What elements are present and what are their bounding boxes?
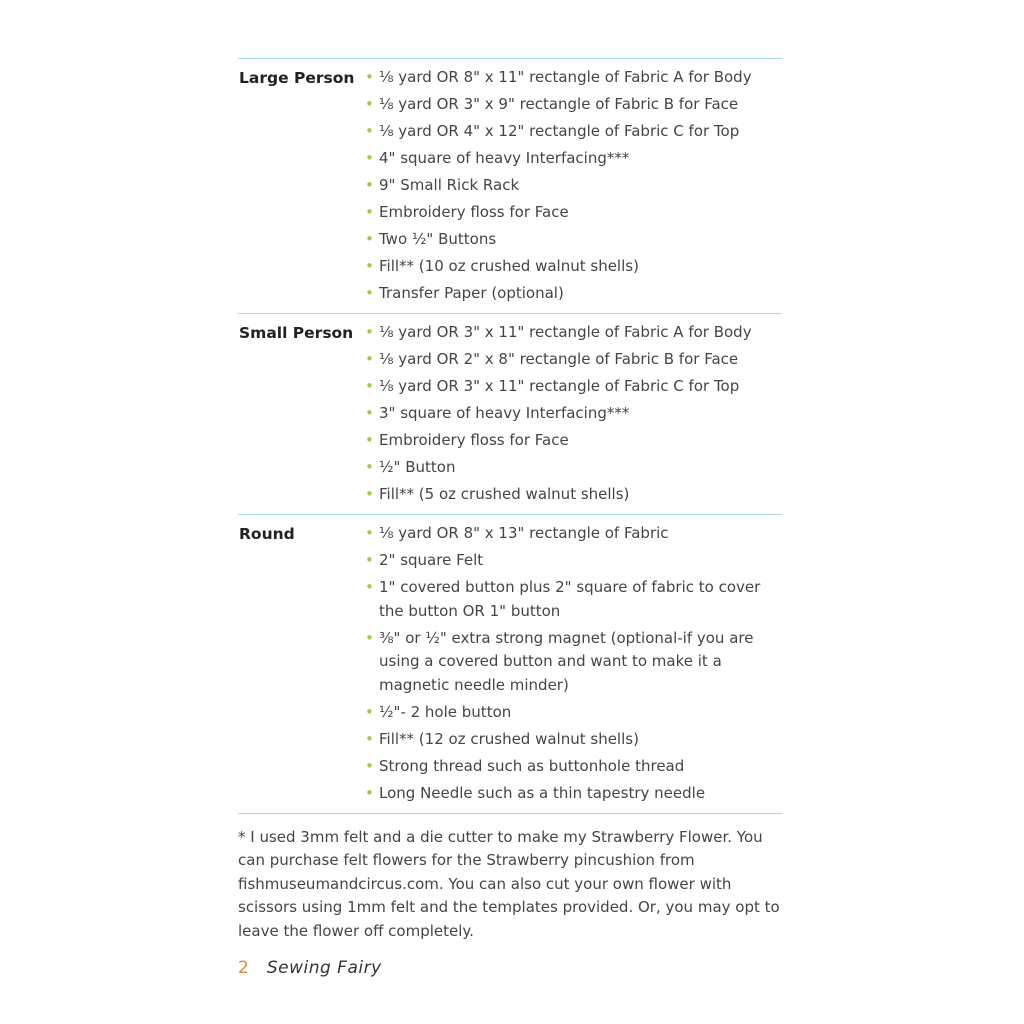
bullet-icon: • (365, 377, 374, 395)
list-item: • ⅜" or ½" extra strong magnet (optional-if you are using a covered button and want to make it a magnetic needle minder) (365, 628, 754, 694)
list-item: • ⅛ yard OR 8" x 11" rectangle of Fabric A for Body (365, 66, 782, 90)
list-item: • ⅛ yard OR 8" x 13" rectangle of Fabric (365, 522, 782, 546)
list-item: • ⅛ yard OR 3" x 11" rectangle of Fabric A for Body (365, 321, 782, 345)
bullet-icon: • (365, 702, 374, 721)
bullet-icon: • (365, 203, 374, 221)
section-large-person (238, 59, 782, 313)
list-item: • ½"- 2 hole button (365, 701, 782, 725)
list-item: • Fill** (12 oz crushed walnut shells) (365, 728, 782, 752)
bullet-icon: • (365, 95, 374, 113)
materials-list (365, 321, 782, 510)
bullet-icon: • (365, 284, 374, 302)
page-number: 2 (238, 958, 249, 978)
bullet-icon: • (365, 729, 374, 748)
section-round (238, 515, 782, 813)
section-title: Round (239, 525, 295, 543)
list-item: • ⅛ yard OR 4" x 12" rectangle of Fabric C for Top (365, 120, 782, 144)
materials-list (365, 522, 782, 809)
bullet-icon: • (365, 524, 374, 542)
list-item: • ⅛ yard OR 2" x 8" rectangle of Fabric B for Face (365, 348, 782, 372)
list-item: • ½" Button (365, 456, 782, 480)
list-item: • ⅛ yard OR 3" x 9" rectangle of Fabric B for Face (365, 93, 782, 117)
list-item: • Embroidery floss for Face (365, 201, 782, 225)
bullet-icon: • (365, 230, 374, 248)
list-item: • Fill** (5 oz crushed walnut shells) (365, 483, 782, 507)
section-divider (238, 813, 782, 814)
bullet-icon: • (365, 149, 374, 167)
materials-list (365, 66, 782, 309)
list-item: • Fill** (10 oz crushed walnut shells) (365, 255, 782, 279)
footnote: * I used 3mm felt and a die cutter to make my Strawberry Flower. You can purchase felt flowers for the Strawberry pincushion from fishmuseumandcircus.com. You can also cut your own flower with scissors using 1mm felt and the templates provided. Or, you may opt to leave the flower off completely. (238, 827, 780, 940)
list-item: • Transfer Paper (optional) (365, 282, 782, 306)
section-small-person (238, 314, 782, 514)
bullet-icon: • (365, 68, 374, 86)
bullet-icon: • (365, 458, 374, 476)
bullet-icon: • (365, 257, 374, 275)
book-title: Sewing Fairy (266, 958, 382, 978)
section-title: Small Person (239, 324, 354, 342)
list-item: • 3" square of heavy Interfacing*** (365, 402, 782, 426)
bullet-icon: • (365, 551, 374, 569)
bullet-icon: • (365, 122, 374, 140)
bullet-icon: • (365, 485, 374, 503)
bullet-icon: • (365, 350, 374, 368)
list-item: • 4" square of heavy Interfacing*** (365, 147, 782, 171)
list-item: • Long Needle such as a thin tapestry needle (365, 782, 782, 806)
bullet-icon: • (365, 628, 374, 647)
bullet-icon: • (365, 176, 374, 194)
list-item: • Strong thread such as buttonhole thread (365, 755, 782, 779)
materials-page (238, 58, 782, 958)
bullet-icon: • (365, 783, 374, 802)
section-title: Large Person (239, 69, 355, 87)
list-item: • ⅛ yard OR 3" x 11" rectangle of Fabric C for Top (365, 375, 782, 399)
page-footer (238, 958, 382, 978)
list-item: • Embroidery floss for Face (365, 429, 782, 453)
bullet-icon: • (365, 578, 374, 596)
list-item: • 9" Small Rick Rack (365, 174, 782, 198)
list-item: • Two ½" Buttons (365, 228, 782, 252)
bullet-icon: • (365, 323, 374, 341)
list-item: • 2" square Felt (365, 549, 782, 573)
bullet-icon: • (365, 431, 374, 449)
bullet-icon: • (365, 756, 374, 775)
list-item: • 1" covered button plus 2" square of fabric to cover the button OR 1" button (365, 578, 761, 620)
bullet-icon: • (365, 404, 374, 422)
